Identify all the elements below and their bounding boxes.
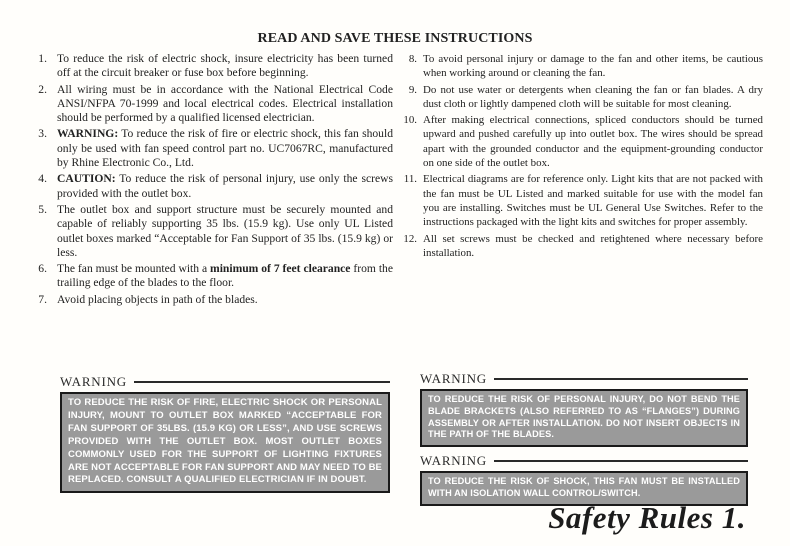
item-text-post: To reduce the risk of fire or electric shock, this fan should only be used with fan speed control part no. UC7067RC, manufactured by Rhine Electronic Co., Ltd.: [57, 127, 393, 170]
item-number: 5.: [38, 202, 47, 216]
item-text: [423, 113, 763, 170]
instructions-column-left: [32, 52, 393, 309]
item-text-pre: Electrical diagrams are for reference only. Light kits that are not packed with the fan must be UL Listed and marked suitable for use with the model fan you are installing. Switches must be UL General Use Switches. Refer to the instructions packaged with the light kits and switches for proper assembly.: [423, 173, 763, 229]
item-text-bold: minimum of 7 feet clearance: [210, 262, 351, 276]
warning-label: WARNING: [420, 371, 487, 386]
item-text: [57, 203, 393, 260]
instruction-item-7: [32, 293, 393, 307]
page-title: READ AND SAVE THESE INSTRUCTIONS: [257, 31, 533, 46]
warning-header: [420, 453, 748, 469]
item-text: [57, 293, 393, 307]
item-text-pre: After making electrical connections, spliced conductors should be turned upward and pushed carefully up into outlet box. The wires should be spread apart with the grounded conductor and the equipment-grounding conductor on one side of the outlet box.: [423, 114, 763, 170]
instruction-item-6: [32, 262, 393, 291]
item-text-bold: WARNING:: [57, 127, 119, 141]
warning-label: WARNING: [60, 374, 127, 389]
warning-blocks-right: [420, 371, 748, 506]
warning-box-wall-control: TO REDUCE THE RISK OF SHOCK, THIS FAN MUST BE INSTALLED WITH AN ISOLATION WALL CONTROL/SWITCH.: [420, 471, 748, 506]
item-number: 12.: [403, 232, 417, 245]
item-number: 7.: [38, 292, 47, 306]
instruction-item-5: [32, 203, 393, 260]
warning-block-outlet-box: [60, 374, 390, 493]
warning-header: [60, 374, 390, 390]
item-number: 10.: [403, 114, 417, 127]
warning-box-outlet-box: TO REDUCE THE RISK OF FIRE, ELECTRIC SHOCK OR PERSONAL INJURY, MOUNT TO OUTLET BOX MARKED “ACCEPTABLE FOR FAN SUPPORT OF 35LBS. (15.9 KG) OR LESS”, AND USE SCREWS PROVIDED WITH THE OUTLET BOX. MOST OUTLET BOXES COMMONLY USED FOR THE SUPPORT OF LIGHTING FIXTURES ARE NOT ACCEPTABLE FOR FAN SUPPORT AND MAY NEED TO BE REPLACED. CONSULT A QUALIFIED ELECTRICIAN IF IN DOUBT.: [60, 392, 390, 493]
item-text-pre: To reduce the risk of electric shock, insure electricity has been turned off at the circuit breaker or fuse box before beginning.: [57, 52, 393, 80]
item-text-pre: Do not use water or detergents when cleaning the fan or fan blades. A dry dust cloth or lightly dampened cloth will be suitable for most cleaning.: [423, 83, 763, 110]
instruction-item-2: [32, 83, 393, 126]
instruction-item-4: [32, 172, 393, 201]
warning-header-rule: [494, 378, 748, 380]
item-number: 6.: [38, 262, 47, 276]
instruction-item-3: [32, 127, 393, 170]
item-text: [57, 83, 393, 126]
item-number: 11.: [403, 173, 417, 186]
warning-header-rule: [134, 381, 390, 383]
item-number: 9.: [408, 83, 417, 96]
instruction-item-10: [393, 113, 763, 170]
item-number: 3.: [38, 127, 47, 141]
item-number: 4.: [38, 172, 47, 186]
item-text: [57, 127, 393, 170]
item-text-pre: The outlet box and support structure must be securely mounted and capable of reliably supporting 35 lbs. (15.9 kg). Use only UL Listed outlet boxes marked “Acceptable for Fan Support of 35 lbs. (15.9 kg) or less.: [57, 202, 393, 259]
item-text-pre: The fan must be mounted with a: [57, 262, 211, 276]
instruction-item-9: [393, 83, 763, 112]
item-text: [57, 262, 393, 291]
item-text-pre: All set screws must be checked and retightened where necessary before installation.: [423, 232, 763, 259]
item-text-bold: CAUTION:: [57, 172, 116, 186]
item-text: [423, 232, 763, 261]
instruction-item-1: [32, 52, 393, 81]
instructions-columns: [0, 52, 790, 309]
item-text: [423, 83, 763, 112]
instructions-column-right: [393, 52, 763, 309]
warning-label: WARNING: [420, 453, 487, 469]
warning-header: [420, 371, 748, 387]
warning-header-rule: [494, 460, 748, 462]
item-text-pre: All wiring must be in accordance with the National Electrical Code ANSI/NFPA 70-1999 and local electrical codes. Electrical installation should be performed by a qualified licensed electrician.: [57, 82, 393, 125]
instruction-item-11: [393, 172, 763, 229]
item-number: 2.: [38, 82, 47, 96]
item-text-post: from the trailing edge of the blades to the floor.: [57, 262, 393, 290]
item-text: [57, 172, 393, 201]
instruction-item-8: [393, 52, 763, 81]
item-text: [423, 52, 763, 81]
warning-box-blade-brackets: TO REDUCE THE RISK OF PERSONAL INJURY, DO NOT BEND THE BLADE BRACKETS (ALSO REFERRED TO AS “FLANGES”) DURING ASSEMBLY OR AFTER INSTALLATION. DO NOT INSERT OBJECTS IN THE PATH OF THE BLADES.: [420, 389, 748, 447]
item-text-pre: Avoid placing objects in path of the blades.: [57, 292, 258, 306]
instruction-item-12: [393, 232, 763, 261]
item-text: [57, 52, 393, 81]
item-number: 1.: [38, 52, 47, 65]
item-text-pre: To avoid personal injury or damage to the fan and other items, be cautious when working around or cleaning the fan.: [423, 53, 763, 80]
item-number: 8.: [408, 53, 417, 65]
page-footer-title: Safety Rules 1.: [548, 500, 746, 535]
item-text: [423, 172, 763, 229]
item-text-post: To reduce the risk of personal injury, use only the screws provided with the outlet box.: [57, 172, 393, 200]
